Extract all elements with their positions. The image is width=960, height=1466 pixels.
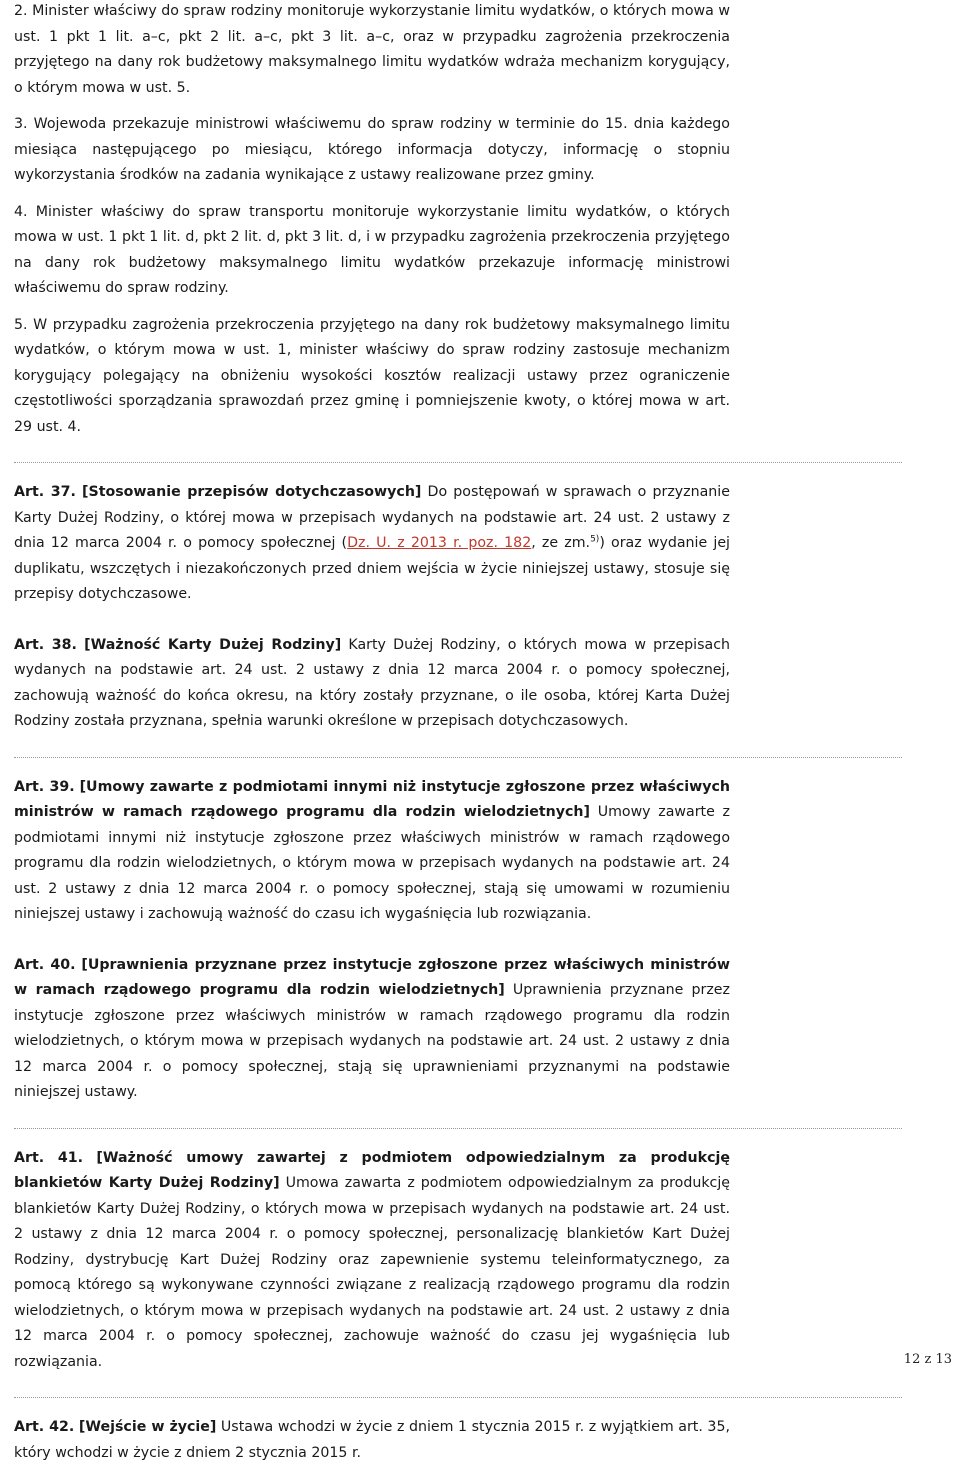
article-number: Art. 41.: [14, 1149, 84, 1166]
page-number: 12 z 13: [903, 1352, 952, 1367]
article-text: Do postępowań w sprawach o przyznanie Karty Dużej Rodziny, o której mowa w przepisach wydanych na podstawie art. 24 ust. 2 ustawy z dnia 12 marca 2004 r. o pomocy społecznej (: [14, 484, 730, 551]
footnote-marker[interactable]: 5): [590, 534, 600, 545]
article-title: [Umowy zawarte z podmiotami innymi niż instytucje zgłoszone przez właściwych ministrów w ramach rządowego programu dla rodzin wielodzietnych]: [14, 778, 730, 820]
article-42: [14, 1415, 730, 1466]
article-38: [14, 633, 730, 735]
article-text: , ze zm.: [531, 535, 591, 551]
article-text: Uprawnienia przyznane przez instytucje zgłoszone przez właściwych ministrów w ramach rządowego programu dla rodzin wielodzietnych, o którym mowa w przepisach wydanych na podstawie art. 24 ust. 2 ustawy z dnia 12 marca 2004 r. o pomocy społecznej, stają się uprawnieniami przyznanymi na podstawie niniejszej ustawy.: [14, 982, 730, 1100]
article-number: Art. 37.: [14, 484, 76, 500]
article-number: Art. 42.: [14, 1419, 75, 1435]
article-title: [Wejście w życie]: [78, 1419, 217, 1435]
legal-reference-link[interactable]: Dz. U. z 2013 r. poz. 182: [347, 535, 532, 551]
document-page: [14, 0, 730, 1466]
paragraph-3: 3. Wojewoda przekazuje ministrowi właściwemu do spraw rodziny w terminie do 15. dnia każdego miesiąca następującego po miesiącu, którego informacja dotyczy, informację o stopniu wykorzystania środków na zadania wynikające z ustawy realizowane przez gminy.: [14, 116, 730, 183]
article-text: Karty Dużej Rodziny, o których mowa w przepisach wydanych na podstawie art. 24 ust. 2 ustawy z dnia 12 marca 2004 r. o pomocy społecznej, zachowują ważność do końca okresu, na który zostały przyznane, o ile osoba, której Karta Dużej Rodziny została przyznana, spełnia warunki określone w przepisach dotychczasowych.: [14, 636, 730, 729]
separator: [14, 462, 902, 463]
article-number: Art. 40.: [14, 956, 76, 973]
separator: [14, 757, 902, 758]
separator: [14, 1397, 902, 1398]
article-title: [Stosowanie przepisów dotychczasowych]: [82, 484, 422, 500]
article-title: [Uprawnienia przyznane przez instytucje zgłoszone przez właściwych ministrów w ramach rządowego programu dla rodzin wielodzietnych]: [14, 956, 730, 998]
article-number: Art. 38.: [14, 636, 77, 653]
article-text: ) oraz wydanie jej duplikatu, wszczętych i niezakończonych przed dniem wejścia w życie niniejszej ustawy, stosuje się przepisy dotychczasowe.: [14, 535, 730, 602]
article-text: Umowa zawarta z podmiotem odpowiedzialnym za produkcję blankietów Karty Dużej Rodziny, o których mowa w przepisach wydanych na podstawie art. 24 ust. 2 ustawy z dnia 12 marca 2004 r. o pomocy społecznej, personalizację blankietów Kart Dużej Rodziny, dystrybucję Kart Dużej Rodziny oraz zapewnienie systemu teleinformatycznego, za pomocą którego są wykonywane czynności związane z realizacją rządowego programu dla rodzin wielodzietnych, o którym mowa w przepisach wydanych na podstawie art. 24 ust. 2 ustawy z dnia 12 marca 2004 r. o pomocy społecznej, zachowuje ważność do czasu jej wygaśnięcia lub rozwiązania.: [14, 1175, 730, 1370]
separator: [14, 1128, 902, 1129]
article-37: [14, 480, 730, 608]
article-title: [Ważność Karty Dużej Rodziny]: [84, 636, 342, 653]
paragraph-5: 5. W przypadku zagrożenia przekroczenia przyjętego na dany rok budżetowy maksymalnego limitu wydatków, o którym mowa w ust. 1, minister właściwy do spraw rodziny zastosuje mechanizm korygujący polegający na obniżeniu wysokości kosztów realizacji ustawy przez ograniczenie częstotliwości sporządzania sprawozdań przez gminę i pomniejszenie kwoty, o której mowa w art. 29 ust. 4.: [14, 316, 730, 435]
paragraph-4: 4. Minister właściwy do spraw transportu monitoruje wykorzystanie limitu wydatków, o których mowa w ust. 1 pkt 1 lit. d, pkt 2 lit. d, pkt 3 lit. d, i w przypadku zagrożenia przekroczenia przyjętego na dany rok budżetowy maksymalnego limitu wydatków przekazuje informację ministrowi właściwemu do spraw rodziny.: [14, 203, 730, 296]
article-39: [14, 775, 730, 928]
article-41: [14, 1146, 730, 1376]
paragraph-2: 2. Minister właściwy do spraw rodziny monitoruje wykorzystanie limitu wydatków, o których mowa w ust. 1 pkt 1 lit. a–c, pkt 2 lit. a–c, pkt 3 lit. a–c, oraz w przypadku zagrożenia przekroczenia przyjętego na dany rok budżetowy maksymalnego limitu wydatków wdraża mechanizm korygujący, o którym mowa w ust. 5.: [14, 3, 730, 96]
article-text: Umowy zawarte z podmiotami innymi niż instytucje zgłoszone przez właściwych ministrów w ramach rządowego programu dla rodzin wielodzietnych, o którym mowa w przepisach wydanych na podstawie art. 24 ust. 2 ustawy z dnia 12 marca 2004 r. o pomocy społecznej, stają się umowami w rozumieniu niniejszej ustawy i zachowują ważność do czasu ich wygaśnięcia lub rozwiązania.: [14, 804, 730, 922]
article-title: [Ważność umowy zawartej z podmiotem odpowiedzialnym za produkcję blankietów Karty Dużej Rodziny]: [14, 1149, 730, 1191]
article-number: Art. 39.: [14, 778, 75, 795]
article-40: [14, 953, 730, 1106]
article-text: Ustawa wchodzi w życie z dniem 1 stycznia 2015 r. z wyjątkiem art. 35, który wchodzi w życie z dniem 2 stycznia 2015 r.: [14, 1419, 730, 1461]
